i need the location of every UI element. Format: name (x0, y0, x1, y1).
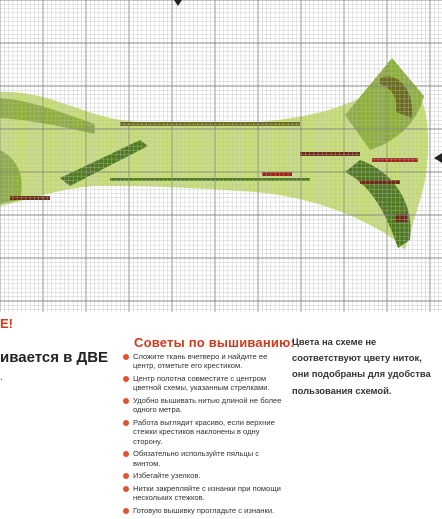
left-heading-fragment: Е! (0, 316, 13, 331)
tip-item (122, 352, 282, 371)
bullet-icon (123, 376, 129, 382)
tip-item (122, 396, 282, 415)
left-text-fragment (0, 349, 108, 366)
tip-text: Готовую вышивку прогладьте с изнанки. (133, 506, 275, 515)
bullet-icon (123, 354, 129, 360)
tip-item (122, 374, 282, 393)
left-text-prefix: ивается в (0, 349, 77, 366)
tip-text: Удобно вышивать нитью длиной не более одного метра. (133, 396, 282, 415)
tip-text: Обязательно используйте пяльцы с винтом. (133, 449, 260, 468)
bullet-icon (123, 398, 129, 404)
tip-item (122, 506, 282, 515)
top-center-arrow-icon (174, 0, 182, 6)
flower-stem-shape (0, 60, 428, 250)
stem-stripe-1 (120, 122, 300, 126)
bullet-icon (123, 473, 129, 479)
stripe-red-1 (372, 158, 418, 162)
stripe-brown-1 (300, 152, 360, 156)
bullet-icon (123, 508, 129, 514)
tip-text: Сложите ткань вчетверо и найдите ее центр, отметьте его крестиком. (133, 352, 268, 371)
tip-item (122, 418, 282, 446)
tip-text: Центр полотна совместите с центром цветной схемы, указанным стрелками. (133, 374, 270, 393)
bullet-icon (123, 451, 129, 457)
tip-item (122, 484, 282, 503)
tip-text: Работа выглядит красиво, если верхние стежки крестиков наклонены в одну сторону. (133, 418, 275, 446)
bullet-icon (123, 420, 129, 426)
tip-item (122, 471, 282, 480)
tip-text: Избегайте узелков. (133, 471, 201, 481)
tip-text: Нитки закрепляйте с изнанки при помощи нескольких стежков. (133, 484, 281, 503)
left-text-bold: ДВЕ (76, 349, 109, 366)
tip-item (122, 449, 282, 468)
right-center-arrow-icon (434, 153, 442, 163)
tips-title: Советы по вышиванию: (134, 335, 295, 350)
tips-list (122, 352, 282, 519)
bullet-icon (123, 486, 129, 492)
color-note: Цвета на схеме не соответствуют цвету ниток, они подобраны для удобства пользования схемой. (292, 336, 431, 396)
left-text-fragment-small: . (0, 372, 3, 383)
